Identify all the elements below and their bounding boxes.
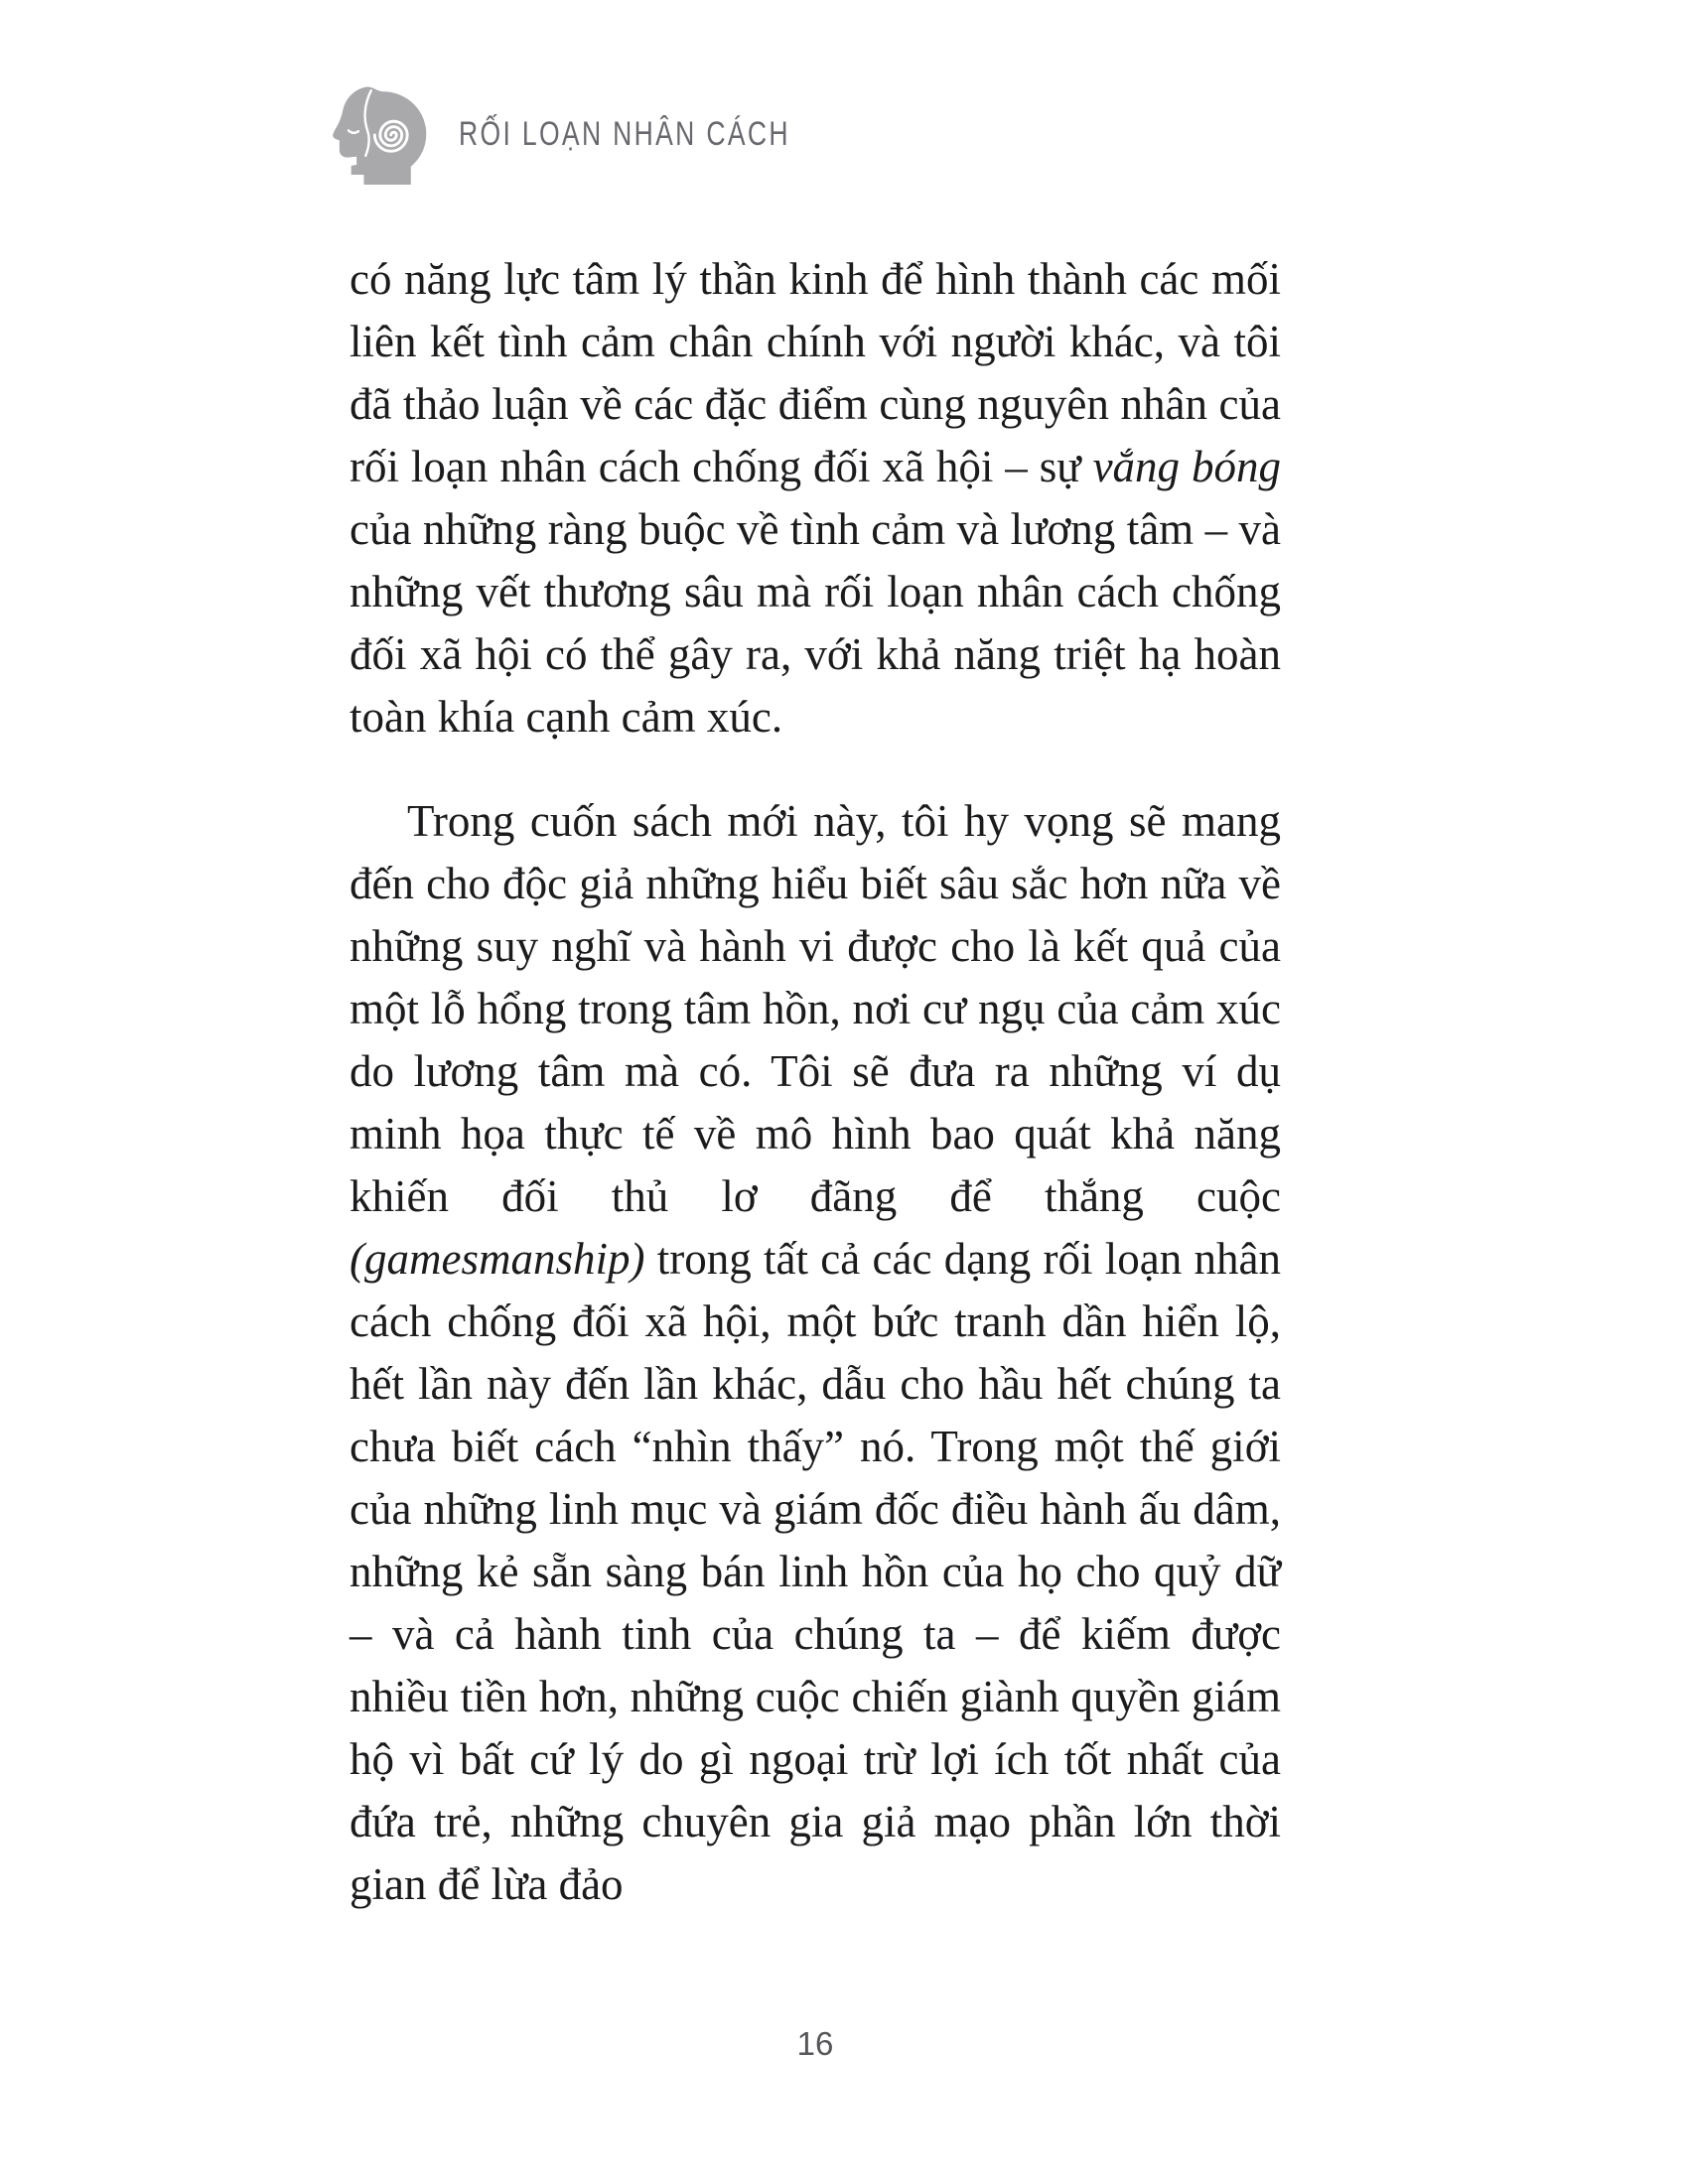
page-header xyxy=(324,83,884,185)
body-text xyxy=(350,248,1281,1916)
text-run: của những ràng buộc về tình cảm và lương tâm – và những vết thương sâu mà rối loạn nhân cách chống đối xã hội có thể gây ra, với khả năng triệt hạ hoàn toàn khía cạnh cảm xúc. xyxy=(350,504,1281,742)
text-run: Trong cuốn sách mới này, tôi hy vọng sẽ mang đến cho độc giả những hiểu biết sâu sắc hơn nữa về những suy nghĩ và hành vi được cho là kết quả của một lỗ hổng trong tâm hồn, nơi cư ngụ của cảm xúc do lương tâm mà có. Tôi sẽ đưa ra những ví dụ minh họa thực tế về mô hình bao quát khả năng khiến đối thủ lơ đãng để thắng cuộc xyxy=(350,796,1281,1221)
italic-run: (gamesmanship) xyxy=(350,1234,645,1284)
paragraph xyxy=(350,248,1281,749)
page-number: 16 xyxy=(796,2025,834,2062)
head-spiral-icon xyxy=(324,83,433,185)
text-run: có năng lực tâm lý thần kinh để hình thành các mối liên kết tình cảm chân chính với người khác, và tôi đã thảo luận về các đặc điểm cùng nguyên nhân của rối loạn nhân cách chống đối xã hội – sự xyxy=(350,254,1281,491)
paragraph xyxy=(350,790,1281,1916)
text-run: trong tất cả các dạng rối loạn nhân cách chống đối xã hội, một bức tranh dần hiển lộ, hết lần này đến lần khác, dẫu cho hầu hết chúng ta chưa biết cách “nhìn thấy” nó. Trong một thế giới của những linh mục và giám đốc điều hành ấu dâm, những kẻ sẵn sàng bán linh hồn của họ cho quỷ dữ – và cả hành tinh của chúng ta – để kiếm được nhiều tiền hơn, những cuộc chiến giành quyền giám hộ vì bất cứ lý do gì ngoại trừ lợi ích tốt nhất của đứa trẻ, những chuyên gia giả mạo phần lớn thời gian để lừa đảo xyxy=(350,1234,1281,1909)
running-title: RỐI LOẠN NHÂN CÁCH xyxy=(459,114,790,153)
italic-run: vắng bóng xyxy=(1092,442,1281,491)
